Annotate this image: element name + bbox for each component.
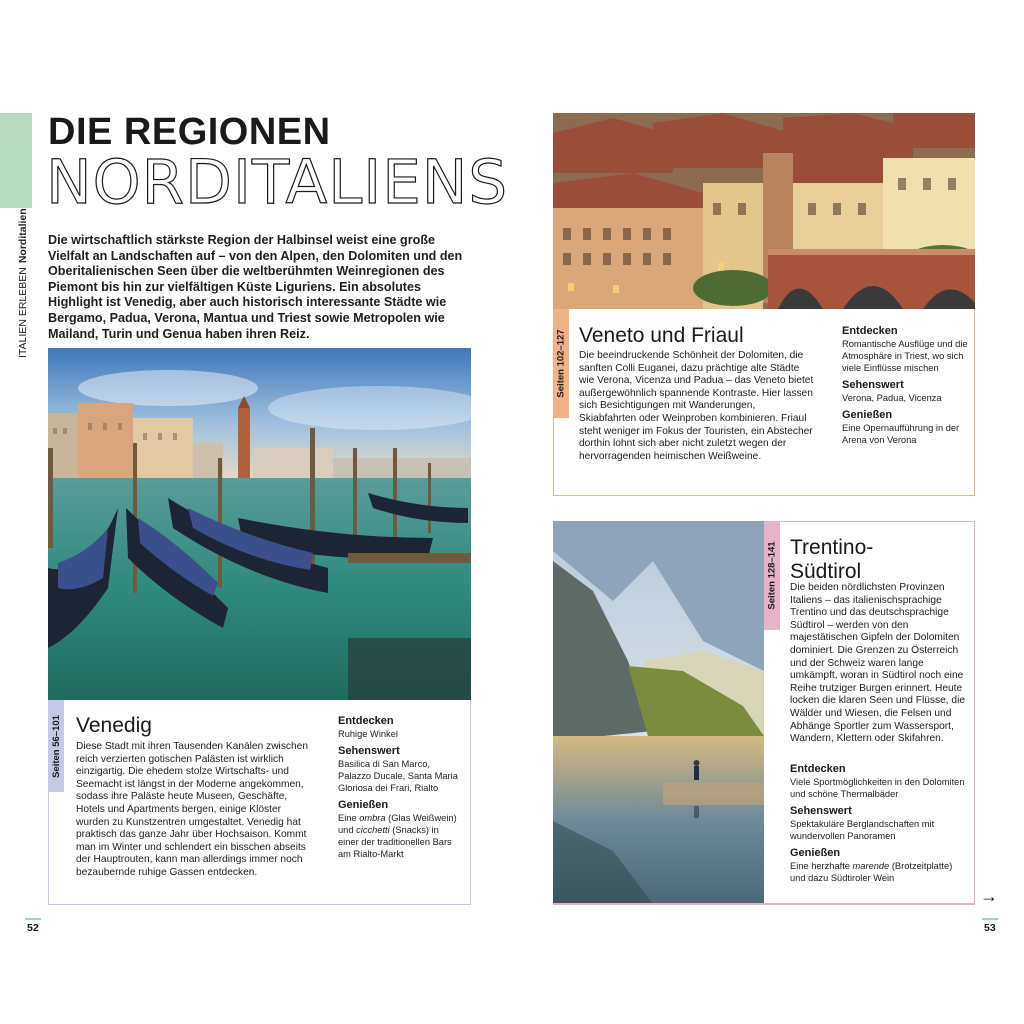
running-head-prefix: ITALIEN ERLEBEN xyxy=(17,267,29,358)
veneto-entdecken-text: Romantische Ausflüge und die Atmosphäre in Triest, wo sich viele Einflüsse mischen xyxy=(842,339,968,373)
veneto-geniessen-heading: Genießen xyxy=(842,409,893,421)
trentino-text: Die beiden nördlichsten Provinzen Italiens – das italienischsprachige Trentino und das deutschsprachige Südtirol – werden von den majestätischen Gipfeln der Dolomiten dominiert. Die Grenzen zu Österreich und der Schweiz waren lange umkämpft, woran in Südtirol noch eine Reihe trutziger Burgen erinnert. Heute locken die klaren Seen und Flüsse, die Wälder und Wiesen, die Felsen und Abhänge Sportler zum Wassersport, Wandern, Klettern oder Skifahren. xyxy=(790,582,965,745)
trentino-entdecken-heading: Entdecken xyxy=(790,763,846,775)
venedig-geniessen-text: Eine ombra (Glas Weißwein) und cicchetti (Snacks) in einer der traditionellen Bars am Rialto-Markt xyxy=(338,813,457,859)
trentino-title-line2: Südtirol xyxy=(790,560,862,583)
veneto-pages-tab xyxy=(553,309,569,418)
veneto-sehenswert-heading: Sehenswert xyxy=(842,379,904,391)
venice-gondolas-photo xyxy=(48,348,471,700)
trentino-sehenswert-heading: Sehenswert xyxy=(790,805,852,817)
trentino-pages-tab xyxy=(764,521,780,630)
veneto-text: Die beeindruckende Schönheit der Dolomiten, die sanften Colli Euganei, dazu prächtige alte Städte wie Verona, Vicenza und Padua – das Veneto bietet außergewöhnlich spannende Kontraste. Hier lassen sich Besichtigungen mit Wanderungen, Skiabfahrten oder Weinproben kombinieren. Friaul steht weniger im Fokus der Touristen, ein Abstecher dorthin lohnt sich aber nicht zuletzt wegen der hervorragenden heimischen Weißweine. xyxy=(579,350,814,462)
venedig-geniessen-heading: Genießen xyxy=(338,799,389,811)
page-number-rule-left xyxy=(25,918,41,920)
veneto-geniessen-text: Eine Opernaufführung in der Arena von Verona xyxy=(842,423,960,445)
trentino-entdecken-text: Viele Sportmöglichkeiten in den Dolomiten und schöne Thermalbäder xyxy=(790,777,965,799)
trentino-pages: Seiten 128–141 xyxy=(766,541,778,610)
next-page-arrow-icon[interactable]: → xyxy=(980,886,998,906)
veneto-sidebar xyxy=(842,325,970,451)
venedig-entdecken-heading: Entdecken xyxy=(338,715,394,727)
venedig-pages-tab xyxy=(48,700,64,792)
trentino-card-bottom-rule xyxy=(553,903,975,905)
venedig-sehenswert-text: Basilica di San Marco, Palazzo Ducale, Santa Maria Gloriosa dei Frari, Rialto xyxy=(338,759,458,793)
venedig-sehenswert-heading: Sehenswert xyxy=(338,745,400,757)
section-color-tab xyxy=(0,113,32,208)
trentino-title xyxy=(790,536,873,584)
page-title-line2: NORDITALIENS xyxy=(46,147,509,218)
page-number-left: 52 xyxy=(27,922,39,934)
venedig-text: Diese Stadt mit ihren Tausenden Kanälen zwischen reich verzierten gotischen Palästen ist wirklich einzigartig. Die ehedem stolze Wirtschafts- und Seemacht ist längst in der Moderne angekommen, sodass ihre Paläste heute Museen, Geschäfte, Hotels und Apartments bergen, einige Klöster wurden zu Kunstzentren umgestaltet. Venedig hat praktisch das ganze Jahr über Hochsaison. Kommt man im Winter und schlendert ein bisschen abseits der Hauptrouten, kann man allerdings immer noch bezaubernde ruhige Gassen entdecken. xyxy=(76,741,308,878)
venedig-entdecken-text: Ruhige Winkel xyxy=(338,729,398,739)
venedig-title: Venedig xyxy=(76,714,152,737)
trentino-sehenswert-text: Spektakuläre Berglandschaften mit wundervollen Panoramen xyxy=(790,819,935,841)
running-head-section: Norditalien xyxy=(17,208,29,264)
page-number-right: 53 xyxy=(984,922,996,934)
page-title-line1: DIE REGIONEN xyxy=(48,111,331,153)
trentino-sidebar xyxy=(790,763,970,889)
veneto-sehenswert-text: Verona, Padua, Vicenza xyxy=(842,393,942,403)
venedig-sidebar xyxy=(338,715,462,865)
trentino-geniessen-text: Eine herzhafte marende (Brotzeitplatte) und dazu Südtiroler Wein xyxy=(790,861,953,883)
venedig-pages: Seiten 56–101 xyxy=(50,714,62,778)
dolomites-lake-photo xyxy=(553,521,764,904)
intro-paragraph: Die wirtschaftlich stärkste Region der Halbinsel weist eine große Vielfalt an Landschaften auf – von den Alpen, den Dolomiten und den Oberitalienischen Seen über die weltberühmten Weinregionen des Piemont bis hin zur vielfältigen Küste Liguriens. Ein absolutes Highlight ist Venedig, aber auch historisch interessante Städte wie Bergamo, Padua, Verona, Mantua und Triest sowie Metropolen wie Mailand, Turin und Genua haben ihren Reiz. xyxy=(48,233,463,341)
veneto-entdecken-heading: Entdecken xyxy=(842,325,898,337)
trentino-title-line1: Trentino- xyxy=(790,536,874,559)
verona-photo xyxy=(553,113,975,309)
trentino-geniessen-heading: Genießen xyxy=(790,847,841,859)
veneto-title: Veneto und Friaul xyxy=(579,324,744,347)
page-number-rule-right xyxy=(982,918,998,920)
veneto-pages: Seiten 102–127 xyxy=(555,329,567,398)
